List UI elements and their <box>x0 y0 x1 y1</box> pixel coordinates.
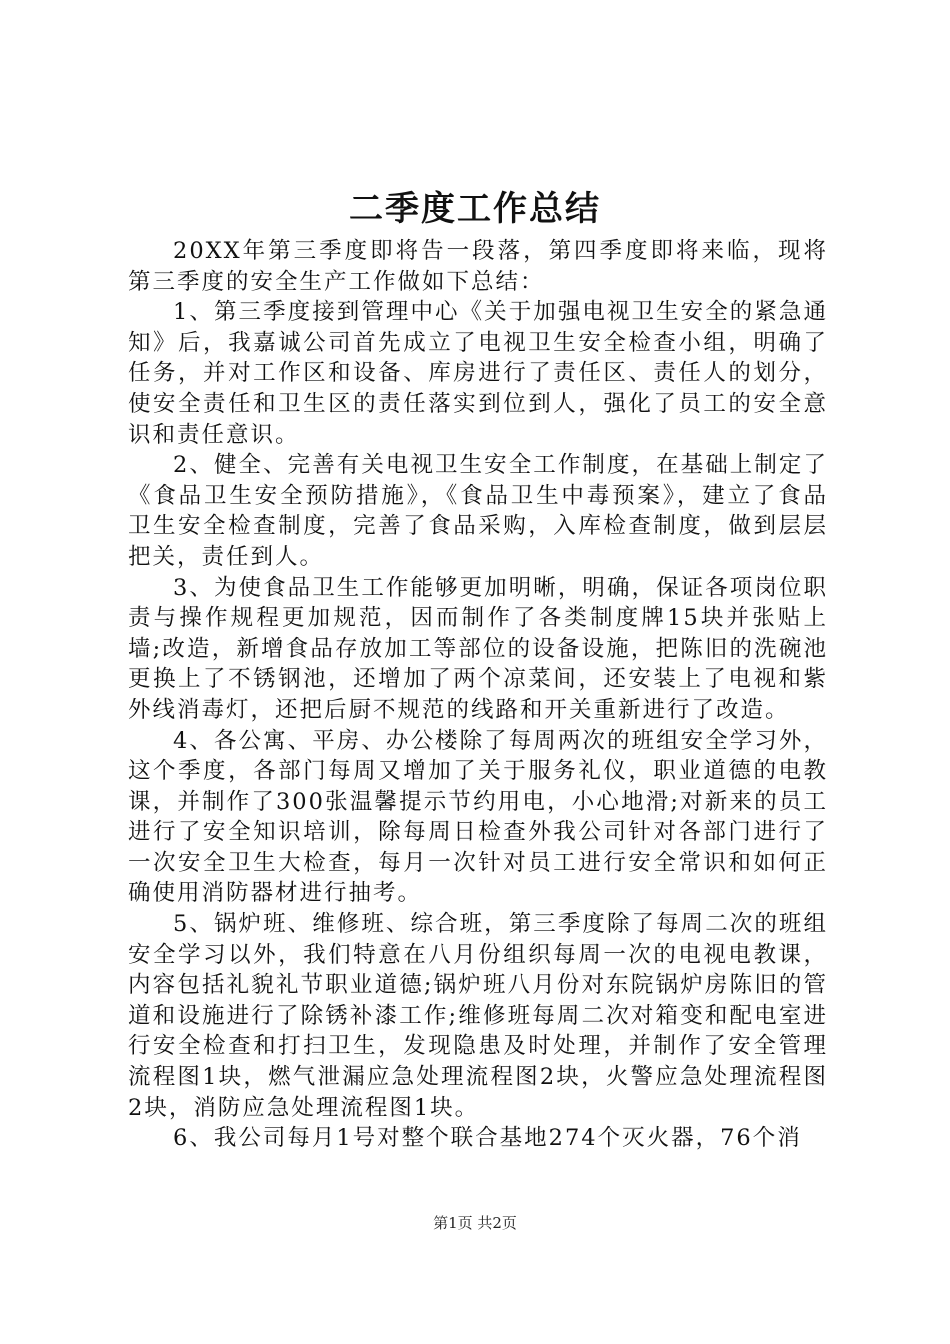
paragraph-3: 3、为使食品卫生工作能够更加明晰，明确，保证各项岗位职责与操作规程更加规范，因而制作了各类制度牌15块并张贴上墙;改造，新增食品存放加工等部位的设备设施，把陈旧的洗碗池更换上了不锈钢池，还增加了两个凉菜间，还安装上了电视和紫外线消毒灯，还把后厨不规范的线路和开关重新进行了改造。 <box>128 574 828 723</box>
paragraph-6: 6、我公司每月1号对整个联合基地274个灭火器，76个消 <box>173 1125 802 1152</box>
paragraph-4: 4、各公寓、平房、办公楼除了每周两次的班组安全学习外，这个季度，各部门每周又增加了关于服务礼仪，职业道德的电教课，并制作了300张温馨提示节约用电，小心地滑;对新来的员工进行了安全知识培训，除每周日检查外我公司针对各部门进行了一次安全卫生大检查，每月一次针对员工进行安全常识和如何正确使用消防器材进行抽考。 <box>128 727 828 907</box>
paragraph-intro: 20XX年第三季度即将告一段落，第四季度即将来临，现将第三季度的安全生产工作做如下总结： <box>128 238 828 295</box>
document-body <box>128 236 828 1154</box>
paragraph-5: 5、锅炉班、维修班、综合班，第三季度除了每周二次的班组安全学习以外，我们特意在八月份组织每周一次的电视电教课，内容包括礼貌礼节职业道德;锅炉班八月份对东院锅炉房陈旧的管道和设施进行了除锈补漆工作;维修班每周二次对箱变和配电室进行安全检查和打扫卫生，发现隐患及时处理，并制作了安全管理流程图1块，燃气泄漏应急处理流程图2块，火警应急处理流程图2块，消防应急处理流程图1块。 <box>128 911 828 1121</box>
document-title: 二季度工作总结 <box>349 189 601 229</box>
paragraph-2: 2、健全、完善有关电视卫生安全工作制度，在基础上制定了《食品卫生安全预防措施》，《食品卫生中毒预案》，建立了食品卫生安全检查制度，完善了食品采购，入库检查制度，做到层层把关，责任到人。 <box>128 452 828 570</box>
page-footer: 第1页 共2页 <box>433 1214 517 1232</box>
paragraph-1: 1、第三季度接到管理中心《关于加强电视卫生安全的紧急通知》后，我嘉诚公司首先成立了电视卫生安全检查小组，明确了任务，并对工作区和设备、库房进行了责任区、责任人的划分，使安全责任和卫生区的责任落实到位到人，强化了员工的安全意识和责任意识。 <box>128 299 828 448</box>
